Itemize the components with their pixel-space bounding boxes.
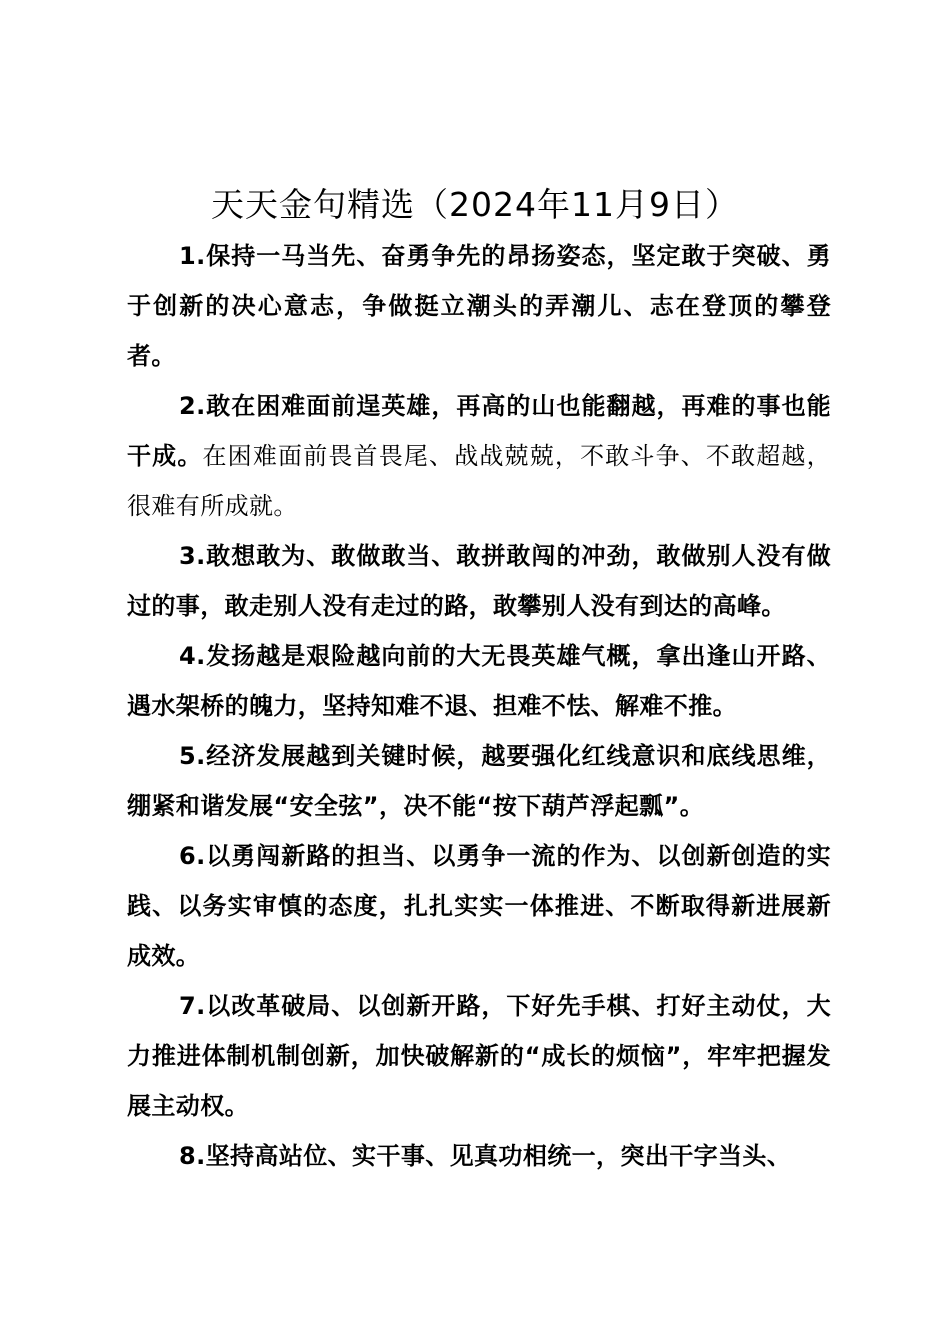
paragraph-2-normal: 在困难面前畏首畏尾、战战兢兢，不敢斗争、不敢超越，很难有所成就。 [127, 442, 831, 520]
paragraph-7-bold: 7.以改革破局、以创新开路，下好先手棋、打好主动仗，大力推进体制机制创新，加快破解新的“成长的烦恼”，牢牢把握发展主动权。 [127, 992, 831, 1120]
paragraph-8 [127, 1131, 831, 1181]
paragraph-1 [127, 231, 831, 381]
document-title: 天天金句精选（2024年11月9日） [211, 185, 739, 224]
paragraph-3-bold: 3.敢想敢为、敢做敢当、敢拼敢闯的冲劲，敢做别人没有做过的事，敢走别人没有走过的路，敢攀别人没有到达的高峰。 [127, 542, 831, 620]
paragraph-7 [127, 981, 831, 1131]
document-body [127, 231, 831, 1181]
paragraph-2 [127, 381, 831, 531]
paragraph-6 [127, 831, 831, 981]
paragraph-4-bold: 4.发扬越是艰险越向前的大无畏英雄气概，拿出逢山开路、遇水架桥的魄力，坚持知难不退、担难不怯、解难不推。 [127, 642, 831, 720]
paragraph-5 [127, 731, 831, 831]
paragraph-8-bold: 8.坚持高站位、实干事、见真功相统一，突出干字当头、 [179, 1142, 792, 1170]
paragraph-1-bold: 1.保持一马当先、奋勇争先的昂扬姿态，坚定敢于突破、勇于创新的决心意志，争做挺立潮头的弄潮儿、志在登顶的攀登者。 [127, 242, 831, 370]
paragraph-4 [127, 631, 831, 731]
paragraph-2-bold: 2.敢在困难面前逞英雄，再高的山也能翻越，再难的事也能干成。 [127, 392, 831, 470]
paragraph-5-bold: 5.经济发展越到关键时候，越要强化红线意识和底线思维，绷紧和谐发展“安全弦”，决不能“按下葫芦浮起瓢”。 [127, 742, 831, 820]
paragraph-3 [127, 531, 831, 631]
paragraph-6-bold: 6.以勇闯新路的担当、以勇争一流的作为、以创新创造的实践、以务实审慎的态度，扎扎实实一体推进、不断取得新进展新成效。 [127, 842, 831, 970]
